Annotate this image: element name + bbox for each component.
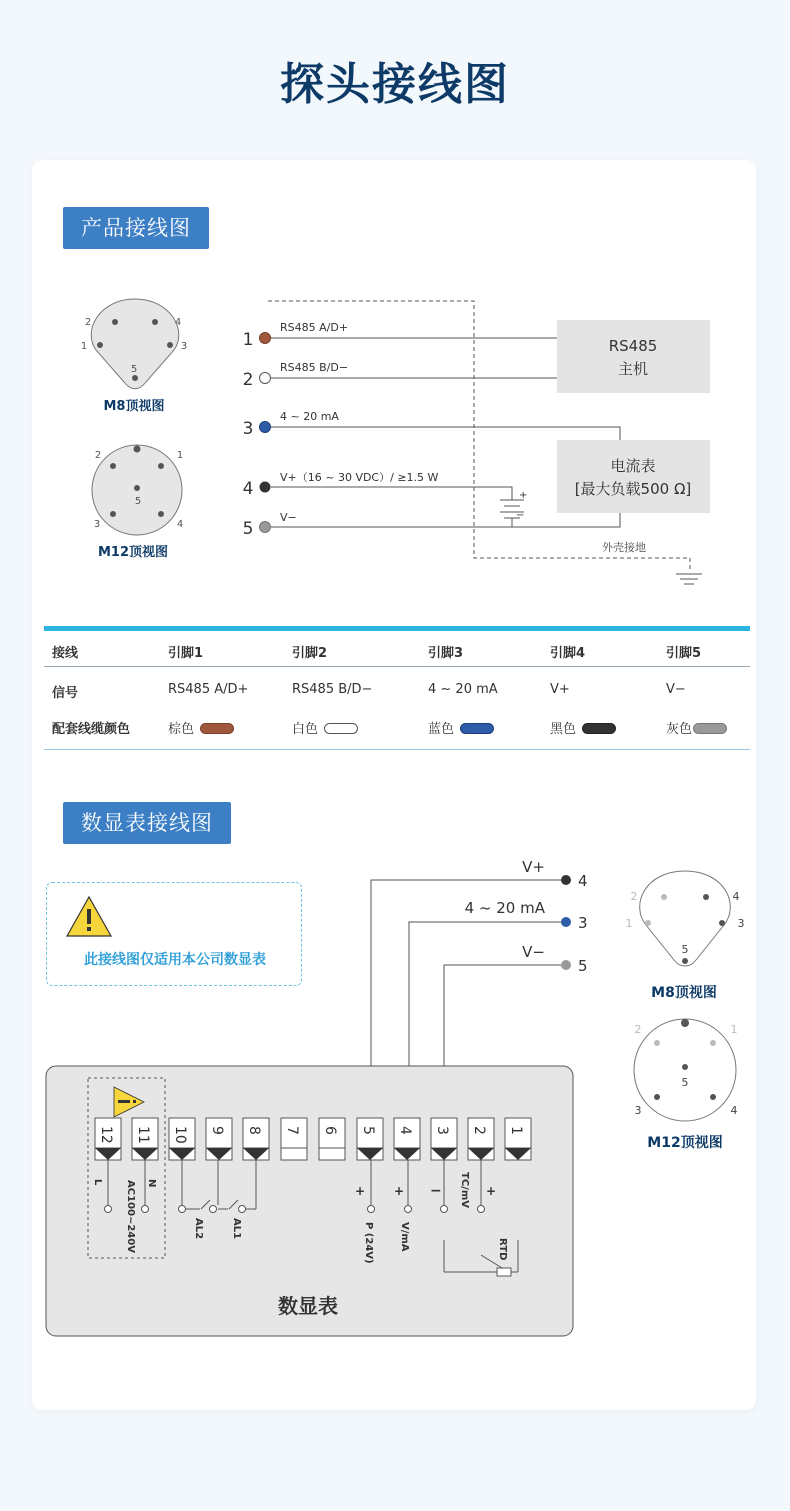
m12-label-1: 1 (176, 450, 184, 461)
supply-minus-label: − (516, 510, 525, 521)
wire-pin-1: 1 (242, 330, 254, 350)
label-L: L (92, 1179, 103, 1186)
m12-caption: M12顶视图 (97, 545, 169, 560)
m8-label-1: 1 (80, 341, 88, 352)
terminal-3 (431, 1118, 457, 1160)
m8r-label-3: 3 (737, 917, 745, 930)
m8-label-3: 3 (180, 341, 188, 352)
label-al1: AL1 (231, 1218, 242, 1240)
meter-dot-gray (561, 960, 571, 970)
m12r-pin-2 (654, 1040, 660, 1046)
meter-pin-3: 3 (578, 914, 588, 932)
table-cell: V+ (550, 682, 570, 697)
wire-label-1: RS485 A/D+ (280, 321, 349, 334)
terminal-number: 5 (360, 1126, 376, 1135)
terminal-2 (468, 1118, 494, 1160)
meter-pin-4: 4 (578, 872, 588, 890)
m12r-label-4: 4 (730, 1104, 738, 1117)
m12r-label-3: 3 (634, 1104, 642, 1117)
notice-text: 此接线图仅适用本公司数显表 (84, 952, 266, 968)
m8r-label-4: 4 (732, 890, 740, 903)
terminal-9 (206, 1118, 232, 1160)
m12r-caption: M12顶视图 (647, 1135, 723, 1151)
m12-label-2: 2 (94, 450, 102, 461)
terminal-7 (281, 1118, 307, 1160)
wire-label-3: 4 ~ 20 mA (280, 410, 339, 423)
table-header-cell: 接线 (52, 646, 79, 661)
m8r-label-2: 2 (630, 890, 638, 903)
m12-label-3: 3 (93, 519, 101, 530)
meter-wire-label-vminus: V− (522, 943, 545, 961)
meter-pin-5: 5 (578, 957, 588, 975)
terminal-number: 4 (397, 1126, 413, 1135)
meter-wire-label-current: 4 ~ 20 mA (464, 899, 545, 917)
terminal-10 (169, 1118, 195, 1160)
m12r-pin-4 (710, 1094, 716, 1100)
terminal-number: 7 (284, 1126, 300, 1135)
m12r-pin-3 (654, 1094, 660, 1100)
table-row-label: 配套线缆颜色 (52, 722, 131, 737)
terminal-6 (319, 1118, 345, 1160)
m12-label-4: 4 (176, 519, 184, 530)
meter-title: 数显表 (278, 1294, 338, 1318)
m8r-pin-4 (703, 894, 709, 900)
terminal-1 (505, 1118, 531, 1160)
m12r-key (681, 1019, 689, 1027)
m12r-label-1: 1 (730, 1023, 738, 1036)
terminal-8 (243, 1118, 269, 1160)
label-ac: AC100~240V (125, 1180, 136, 1253)
terminal-number: 12 (98, 1126, 114, 1144)
m12-connector-right (634, 1019, 738, 1151)
label-al2: AL2 (193, 1218, 204, 1240)
m8r-label-1: 1 (625, 917, 633, 930)
terminal-number: 10 (172, 1126, 188, 1144)
label-plus-2: + (486, 1184, 497, 1198)
supply-plus-label: + (519, 490, 528, 501)
m8r-pin-2 (661, 894, 667, 900)
table-cell: V− (666, 682, 686, 697)
wire-pin-2: 2 (242, 370, 254, 390)
m12r-label-5: 5 (681, 1076, 689, 1089)
table-header-cell: 引脚3 (428, 646, 464, 661)
terminal-number: 11 (135, 1126, 151, 1144)
terminal-11 (132, 1118, 158, 1160)
meter-dot-blue (561, 917, 571, 927)
wire-pin-5: 5 (242, 519, 254, 539)
m8-label-2: 2 (84, 317, 92, 328)
m12r-pin-1 (710, 1040, 716, 1046)
m8-label-5: 5 (130, 364, 138, 375)
table-cell: 4 ~ 20 mA (428, 682, 498, 697)
label-minus-3: − (430, 1183, 442, 1199)
wire-label-2: RS485 B/D− (280, 361, 349, 374)
ammeter-line-1: 电流表 (610, 457, 656, 475)
label-vma: V/mA (399, 1222, 410, 1252)
label-p24v: P (24V) (363, 1222, 374, 1264)
host-line-2: 主机 (617, 360, 649, 378)
table-header-cell: 引脚4 (550, 646, 586, 661)
label-rtd: RTD (497, 1238, 508, 1261)
label-tcmv: TC/mV (459, 1172, 470, 1208)
m8-connector-right (626, 871, 745, 1001)
wire-label-5: V− (280, 511, 297, 524)
host-line-1: RS485 (608, 337, 658, 355)
terminal-number: 2 (471, 1126, 487, 1135)
label-N: N (146, 1179, 157, 1188)
ammeter-line-2: [最大负载500 Ω] (574, 480, 692, 498)
table-row-label: 信号 (52, 686, 79, 701)
terminal-number: 6 (322, 1126, 338, 1135)
terminal-4 (394, 1118, 420, 1160)
label-plus-4: + (394, 1184, 405, 1198)
m8r-pin-5 (682, 958, 688, 964)
m12-label-5: 5 (134, 496, 142, 507)
wire-label-4: V+（16 ~ 30 VDC）/ ≥1.5 W (280, 471, 439, 484)
m8-caption: M8顶视图 (103, 399, 165, 414)
meter-dot-black (561, 875, 571, 885)
color-name: 蓝色 (428, 722, 455, 737)
m8-label-4: 4 (174, 317, 182, 328)
color-name: 白色 (292, 722, 319, 737)
color-name: 棕色 (168, 722, 195, 737)
label-plus-5: + (355, 1184, 366, 1198)
table-header-cell: 引脚2 (292, 646, 328, 661)
color-name: 黑色 (550, 722, 577, 737)
m12r-label-2: 2 (634, 1023, 642, 1036)
wire-pin-4: 4 (242, 479, 254, 499)
m8r-pin-3 (719, 920, 725, 926)
m8r-pin-1 (645, 920, 651, 926)
m12r-pin-5 (682, 1064, 688, 1070)
table-cell: RS485 A/D+ (168, 682, 249, 697)
terminal-5 (357, 1118, 383, 1160)
color-name: 灰色 (666, 722, 693, 737)
section-label-product-wiring: 产品接线图 (63, 207, 209, 249)
table-header-cell: 引脚5 (666, 646, 702, 661)
terminal-12 (95, 1118, 121, 1160)
terminal-number: 9 (209, 1126, 225, 1135)
page-title: 探头接线图 (280, 59, 510, 110)
terminal-number: 1 (508, 1126, 524, 1135)
m8r-caption: M8顶视图 (651, 985, 717, 1001)
terminal-number: 8 (246, 1126, 262, 1135)
m8r-label-5: 5 (681, 943, 689, 956)
ground-label: 外壳接地 (602, 541, 646, 554)
table-header-cell: 引脚1 (168, 646, 204, 661)
terminal-number: 3 (434, 1126, 450, 1135)
section-label-meter-wiring: 数显表接线图 (63, 802, 231, 844)
table-cell: RS485 B/D− (292, 682, 373, 697)
meter-wire-label-vplus: V+ (522, 858, 545, 876)
wire-pin-3: 3 (242, 419, 254, 439)
